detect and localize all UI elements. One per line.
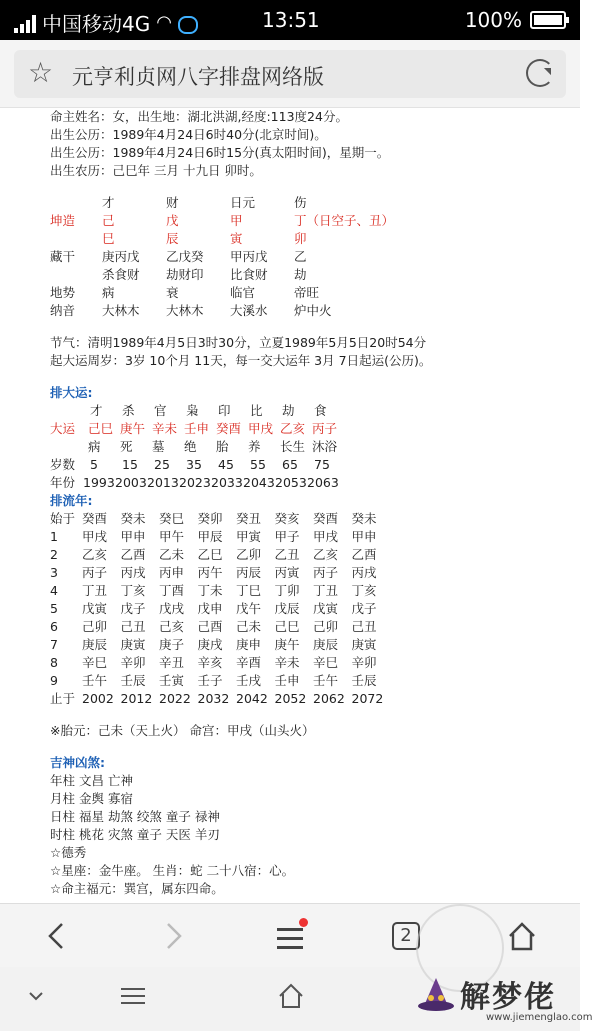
chart-header-row bbox=[50, 194, 570, 212]
home-button[interactable] bbox=[502, 916, 542, 956]
liunian-cell: 癸丑 bbox=[236, 511, 262, 526]
liunian-cell: 丙戌 bbox=[351, 565, 377, 580]
canggan-cell: 庚丙戊 bbox=[102, 249, 140, 264]
dayun-year-cell: 2043 bbox=[243, 475, 275, 490]
dayun-age-cell: 75 bbox=[314, 457, 330, 472]
liunian-cell: 辛卯 bbox=[120, 655, 146, 670]
battery-icon bbox=[530, 11, 566, 29]
dayun-age-cell: 65 bbox=[282, 457, 298, 472]
dayun-shishen-row bbox=[50, 402, 570, 420]
gan-cell: 丁（日空子、丑） bbox=[294, 213, 395, 228]
page-content bbox=[50, 108, 570, 903]
liunian-cell: 甲申 bbox=[351, 529, 377, 544]
zhi-cell: 巳 bbox=[102, 231, 115, 246]
liunian-row bbox=[50, 654, 570, 672]
watermark-url: www.jiemenglao.com bbox=[486, 1012, 592, 1023]
liunian-cell: 庚午 bbox=[274, 637, 300, 652]
liunian-cell: 丙午 bbox=[197, 565, 223, 580]
liunian-cell: 2002 bbox=[82, 691, 114, 706]
liunian-cell: 己巳 bbox=[274, 619, 300, 634]
liunian-row bbox=[50, 672, 570, 690]
liunian-cell: 癸未 bbox=[351, 511, 377, 526]
dayun-year-cell: 2033 bbox=[211, 475, 243, 490]
dayun-title: 排大运: bbox=[50, 385, 93, 400]
notification-dot bbox=[299, 918, 308, 927]
status-bar bbox=[0, 0, 580, 40]
shishen-cell: 伤 bbox=[294, 195, 307, 210]
reload-icon[interactable] bbox=[526, 59, 554, 87]
row-label: 4 bbox=[50, 583, 58, 598]
dayun-changsheng-cell: 养 bbox=[248, 439, 261, 454]
bookmark-star-icon[interactable]: ☆ bbox=[28, 56, 54, 89]
liunian-cell: 壬申 bbox=[274, 673, 300, 688]
row-label: 3 bbox=[50, 565, 58, 580]
dayun-shishen-cell: 枭 bbox=[186, 403, 199, 418]
dayun-year-cell: 2013 bbox=[147, 475, 179, 490]
liunian-cell: 癸酉 bbox=[82, 511, 108, 526]
liunian-cell: 癸卯 bbox=[197, 511, 223, 526]
liunian-cell: 乙亥 bbox=[82, 547, 108, 562]
liunian-cell: 癸未 bbox=[120, 511, 146, 526]
dayun-shishen-cell: 才 bbox=[90, 403, 103, 418]
liunian-cell: 乙卯 bbox=[236, 547, 262, 562]
dayun-changsheng-row bbox=[50, 438, 570, 456]
canggan-cell: 乙戊癸 bbox=[166, 249, 204, 264]
liunian-cell: 丙辰 bbox=[236, 565, 262, 580]
row-label: 地势 bbox=[50, 285, 76, 300]
shensha-line: ☆德秀 bbox=[50, 845, 87, 860]
liunian-cell: 辛丑 bbox=[159, 655, 185, 670]
liunian-cell: 辛巳 bbox=[82, 655, 108, 670]
dayun-ganzhi-cell: 乙亥 bbox=[280, 421, 306, 436]
shensha-line: ☆星座：金牛座。 生肖：蛇 二十八宿：心。 bbox=[50, 863, 295, 878]
dayun-ganzhi-cell: 甲戌 bbox=[248, 421, 274, 436]
liunian-cell: 己卯 bbox=[82, 619, 108, 634]
liunian-cell: 丁卯 bbox=[274, 583, 300, 598]
liunian-cell: 甲戌 bbox=[313, 529, 339, 544]
liunian-cell: 辛卯 bbox=[351, 655, 377, 670]
shensha-line: 时柱 桃花 灾煞 童子 天医 羊刃 bbox=[50, 827, 220, 842]
shensha-line: 年柱 文昌 亡神 bbox=[50, 773, 133, 788]
wifi-icon: ◠ bbox=[156, 12, 172, 33]
liunian-cell: 甲寅 bbox=[236, 529, 262, 544]
liunian-title: 排流年: bbox=[50, 493, 93, 508]
liunian-cell: 辛未 bbox=[274, 655, 300, 670]
dayun-age-cell: 5 bbox=[90, 457, 98, 472]
zhi-cell: 寅 bbox=[230, 231, 243, 246]
dishi-cell: 衰 bbox=[166, 285, 179, 300]
chart-canggan-shen-row bbox=[50, 266, 570, 284]
shensha-line: ☆命主福元：巽宫，属东四命。 bbox=[50, 881, 224, 896]
liunian-cell: 丁丑 bbox=[82, 583, 108, 598]
row-label: 止于 bbox=[50, 691, 76, 706]
liunian-cell: 己亥 bbox=[159, 619, 185, 634]
liunian-row bbox=[50, 636, 570, 654]
row-label: 8 bbox=[50, 655, 58, 670]
liunian-cell: 丙戌 bbox=[120, 565, 146, 580]
liunian-cell: 己未 bbox=[236, 619, 262, 634]
liunian-row bbox=[50, 582, 570, 600]
row-label: 1 bbox=[50, 529, 58, 544]
chart-dishi-row bbox=[50, 284, 570, 302]
dayun-changsheng-cell: 胎 bbox=[216, 439, 229, 454]
liunian-cell: 庚子 bbox=[159, 637, 185, 652]
liunian-cell: 丙子 bbox=[82, 565, 108, 580]
liunian-row bbox=[50, 528, 570, 546]
liunian-cell: 乙丑 bbox=[274, 547, 300, 562]
liunian-cell: 壬子 bbox=[197, 673, 223, 688]
liunian-cell: 丁亥 bbox=[120, 583, 146, 598]
liunian-cell: 癸巳 bbox=[159, 511, 185, 526]
liunian-cell: 丁亥 bbox=[351, 583, 377, 598]
liunian-cell: 2052 bbox=[274, 691, 307, 706]
shensha-line: 月柱 金舆 寡宿 bbox=[50, 791, 133, 806]
liunian-cell: 戊子 bbox=[351, 601, 377, 616]
system-home-button[interactable] bbox=[276, 981, 306, 1017]
shishen-cell: 才 bbox=[102, 195, 115, 210]
wizard-hat-icon bbox=[416, 976, 456, 1016]
row-label: 7 bbox=[50, 637, 58, 652]
liunian-cell: 戊寅 bbox=[82, 601, 108, 616]
dishi-cell: 病 bbox=[102, 285, 115, 300]
liunian-cell: 戊戌 bbox=[159, 601, 185, 616]
row-label: 9 bbox=[50, 673, 58, 688]
carrier-label: 中国移动4G bbox=[42, 12, 151, 36]
dayun-age-cell: 15 bbox=[122, 457, 138, 472]
liunian-cell: 甲申 bbox=[120, 529, 146, 544]
nayin-cell: 大溪水 bbox=[230, 303, 268, 318]
liunian-cell: 辛巳 bbox=[313, 655, 339, 670]
jieqi-line: 节气：清明1989年4月5日3时30分，立夏1989年5月5日20时54分 bbox=[50, 335, 427, 350]
dayun-year-row bbox=[50, 474, 570, 492]
row-label: 纳音 bbox=[50, 303, 76, 318]
liunian-cell: 丁酉 bbox=[159, 583, 185, 598]
canggan-shen-cell: 比食财 bbox=[230, 267, 268, 282]
gan-cell: 甲 bbox=[230, 213, 243, 228]
canggan-shen-cell: 劫财印 bbox=[166, 267, 204, 282]
liunian-end-row bbox=[50, 690, 570, 708]
nayin-cell: 大林木 bbox=[166, 303, 204, 318]
browser-toolbar bbox=[0, 40, 580, 108]
dayun-year-cell: 1993 bbox=[83, 475, 115, 490]
status-right bbox=[465, 8, 566, 32]
liunian-cell: 壬辰 bbox=[120, 673, 146, 688]
dayun-year-cell: 2003 bbox=[115, 475, 147, 490]
dayun-ganzhi-cell: 辛未 bbox=[152, 421, 178, 436]
liunian-cell: 壬戌 bbox=[236, 673, 262, 688]
liunian-cell: 2012 bbox=[120, 691, 153, 706]
dayun-shishen-cell: 比 bbox=[250, 403, 263, 418]
liunian-cell: 戊子 bbox=[120, 601, 146, 616]
liunian-cell: 甲子 bbox=[274, 529, 300, 544]
liunian-cell: 丙寅 bbox=[274, 565, 300, 580]
liunian-row bbox=[50, 600, 570, 618]
dayun-year-cell: 2023 bbox=[179, 475, 211, 490]
liunian-cell: 戊寅 bbox=[313, 601, 339, 616]
shensha-list bbox=[50, 772, 570, 898]
liunian-cell: 戊申 bbox=[197, 601, 223, 616]
canggan-shen-cell: 杀食财 bbox=[102, 267, 140, 282]
liunian-table bbox=[50, 510, 570, 708]
chevron-down-icon bbox=[24, 981, 48, 1011]
liunian-cell: 己卯 bbox=[313, 619, 339, 634]
liunian-cell: 己丑 bbox=[351, 619, 377, 634]
home-icon bbox=[502, 916, 542, 956]
liunian-cell: 2032 bbox=[197, 691, 230, 706]
battery-percent: 100% bbox=[464, 8, 522, 32]
dishi-cell: 临官 bbox=[230, 285, 256, 300]
forward-button[interactable] bbox=[154, 916, 194, 956]
info-line: 出生公历：1989年4月24日6时40分(北京时间)。 bbox=[50, 127, 327, 142]
liunian-cell: 甲辰 bbox=[197, 529, 223, 544]
dayun-shishen-cell: 官 bbox=[154, 403, 167, 418]
liunian-cell: 丙申 bbox=[159, 565, 185, 580]
liunian-cell: 庚辰 bbox=[313, 637, 339, 652]
signal-icon bbox=[14, 13, 36, 33]
row-label: 6 bbox=[50, 619, 58, 634]
dayun-shishen-cell: 劫 bbox=[282, 403, 295, 418]
dayun-ganzhi-cell: 壬申 bbox=[184, 421, 210, 436]
liunian-cell: 乙亥 bbox=[313, 547, 339, 562]
info-line: 出生公历：1989年4月24日6时15分(真太阳时间)，星期一。 bbox=[50, 145, 390, 160]
dayun-shishen-cell: 杀 bbox=[122, 403, 135, 418]
dayun-shishen-cell: 食 bbox=[314, 403, 327, 418]
collapse-button[interactable] bbox=[24, 981, 48, 1017]
chevron-left-icon bbox=[36, 916, 76, 956]
zhi-cell: 卯 bbox=[294, 231, 307, 246]
qiyun-line: 起大运周岁：3岁 10个月 11天，每一交大运年 3月 7日起运(公历)。 bbox=[50, 353, 432, 368]
liunian-cell: 2042 bbox=[236, 691, 268, 706]
shishen-cell: 财 bbox=[166, 195, 179, 210]
canggan-cell: 甲丙戊 bbox=[230, 249, 268, 264]
liunian-cell: 丁巳 bbox=[236, 583, 262, 598]
liunian-cell: 庚戌 bbox=[197, 637, 223, 652]
chart-gan-row bbox=[50, 212, 570, 230]
liunian-cell: 庚寅 bbox=[351, 637, 377, 652]
liunian-row bbox=[50, 618, 570, 636]
liunian-cell: 丙子 bbox=[313, 565, 339, 580]
dayun-year-cell: 2063 bbox=[307, 475, 339, 490]
menu-button[interactable] bbox=[270, 916, 310, 956]
info-line: 命主姓名：女，出生地：湖北洪湖,经度:113度24分。 bbox=[50, 109, 348, 124]
dayun-age-row bbox=[50, 456, 570, 474]
dayun-age-cell: 55 bbox=[250, 457, 266, 472]
gan-cell: 己 bbox=[102, 213, 115, 228]
canggan-cell: 乙 bbox=[294, 249, 307, 264]
liunian-cell: 2022 bbox=[159, 691, 191, 706]
liunian-cell: 戊午 bbox=[236, 601, 262, 616]
liunian-row bbox=[50, 546, 570, 564]
zhi-cell: 辰 bbox=[166, 231, 179, 246]
liunian-cell: 乙酉 bbox=[120, 547, 146, 562]
dayun-ganzhi-cell: 庚午 bbox=[120, 421, 146, 436]
liunian-cell: 辛亥 bbox=[197, 655, 223, 670]
dayun-changsheng-cell: 长生 bbox=[280, 439, 306, 454]
clock: 13:51 bbox=[262, 8, 320, 32]
dayun-changsheng-cell: 沐浴 bbox=[312, 439, 338, 454]
shishen-cell: 日元 bbox=[230, 195, 256, 210]
chart-zhi-row bbox=[50, 230, 570, 248]
liunian-row bbox=[50, 564, 570, 582]
dayun-changsheng-cell: 死 bbox=[120, 439, 133, 454]
chevron-right-icon bbox=[154, 916, 194, 956]
dayun-age-cell: 45 bbox=[218, 457, 234, 472]
liunian-cell: 乙酉 bbox=[351, 547, 377, 562]
liunian-cell: 辛酉 bbox=[236, 655, 262, 670]
liunian-cell: 壬午 bbox=[313, 673, 339, 688]
chat-bubble-icon bbox=[178, 16, 198, 34]
nayin-cell: 炉中火 bbox=[294, 303, 332, 318]
row-label: 坤造 bbox=[50, 213, 76, 228]
chart-canggan-row bbox=[50, 248, 570, 266]
dayun-ganzhi-row bbox=[50, 420, 570, 438]
liunian-cell: 庚寅 bbox=[120, 637, 146, 652]
watermark-logo bbox=[412, 966, 592, 1031]
liunian-cell: 乙未 bbox=[159, 547, 185, 562]
dayun-changsheng-cell: 病 bbox=[88, 439, 101, 454]
shensha-line: 日柱 福星 劫煞 绞煞 童子 禄神 bbox=[50, 809, 220, 824]
liunian-cell: 壬午 bbox=[82, 673, 108, 688]
liunian-cell: 丁未 bbox=[197, 583, 223, 598]
liunian-cell: 2072 bbox=[351, 691, 384, 706]
dayun-ganzhi-cell: 丙子 bbox=[312, 421, 338, 436]
liunian-cell: 甲戌 bbox=[82, 529, 108, 544]
dayun-age-cell: 25 bbox=[154, 457, 170, 472]
row-label: 2 bbox=[50, 547, 58, 562]
dayun-age-cell: 35 bbox=[186, 457, 202, 472]
liunian-cell: 壬辰 bbox=[351, 673, 377, 688]
row-label: 藏干 bbox=[50, 249, 76, 264]
row-label: 岁数 bbox=[50, 457, 76, 472]
dayun-shishen-cell: 印 bbox=[218, 403, 231, 418]
row-label: 5 bbox=[50, 601, 58, 616]
dayun-ganzhi-cell: 己巳 bbox=[88, 421, 114, 436]
liunian-cell: 癸亥 bbox=[274, 511, 300, 526]
gan-cell: 戊 bbox=[166, 213, 179, 228]
liunian-cell: 癸酉 bbox=[313, 511, 339, 526]
dayun-changsheng-cell: 绝 bbox=[184, 439, 197, 454]
dishi-cell: 帝旺 bbox=[294, 285, 320, 300]
liunian-cell: 壬寅 bbox=[159, 673, 185, 688]
shensha-title: 吉神凶煞: bbox=[50, 755, 105, 770]
home-icon bbox=[276, 981, 306, 1011]
watermark-name: 解梦佬 bbox=[460, 980, 556, 1015]
row-label: 始于 bbox=[50, 511, 76, 526]
row-label: 大运 bbox=[50, 421, 76, 436]
recents-button[interactable] bbox=[118, 981, 148, 1017]
tab-count: 2 bbox=[392, 922, 420, 950]
canggan-shen-cell: 劫 bbox=[294, 267, 307, 282]
liunian-cell: 甲午 bbox=[159, 529, 185, 544]
liunian-cell: 乙巳 bbox=[197, 547, 223, 562]
dayun-year-cell: 2053 bbox=[275, 475, 307, 490]
taiyuan-line: ※胎元：己未（天上火） 命宫：甲戌（山头火） bbox=[50, 723, 315, 738]
back-button[interactable] bbox=[36, 916, 76, 956]
dayun-ganzhi-cell: 癸酉 bbox=[216, 421, 242, 436]
liunian-cell: 戊辰 bbox=[274, 601, 300, 616]
status-left bbox=[14, 8, 198, 37]
info-line: 出生农历：己巳年 三月 十九日 卯时。 bbox=[50, 163, 262, 178]
page-title[interactable]: 元亨利贞网八字排盘网络版 bbox=[72, 65, 324, 89]
liunian-cell: 庚辰 bbox=[82, 637, 108, 652]
nayin-cell: 大林木 bbox=[102, 303, 140, 318]
dayun-changsheng-cell: 墓 bbox=[152, 439, 165, 454]
address-bar[interactable] bbox=[14, 50, 566, 98]
liunian-cell: 丁丑 bbox=[313, 583, 339, 598]
menu-lines-icon bbox=[118, 981, 148, 1011]
liunian-cell: 2062 bbox=[313, 691, 345, 706]
liunian-cell: 己丑 bbox=[120, 619, 146, 634]
liunian-cell: 庚申 bbox=[236, 637, 262, 652]
chart-nayin-row bbox=[50, 302, 570, 320]
row-label: 年份 bbox=[50, 475, 76, 490]
liunian-cell: 己酉 bbox=[197, 619, 223, 634]
liunian-start-row bbox=[50, 510, 570, 528]
